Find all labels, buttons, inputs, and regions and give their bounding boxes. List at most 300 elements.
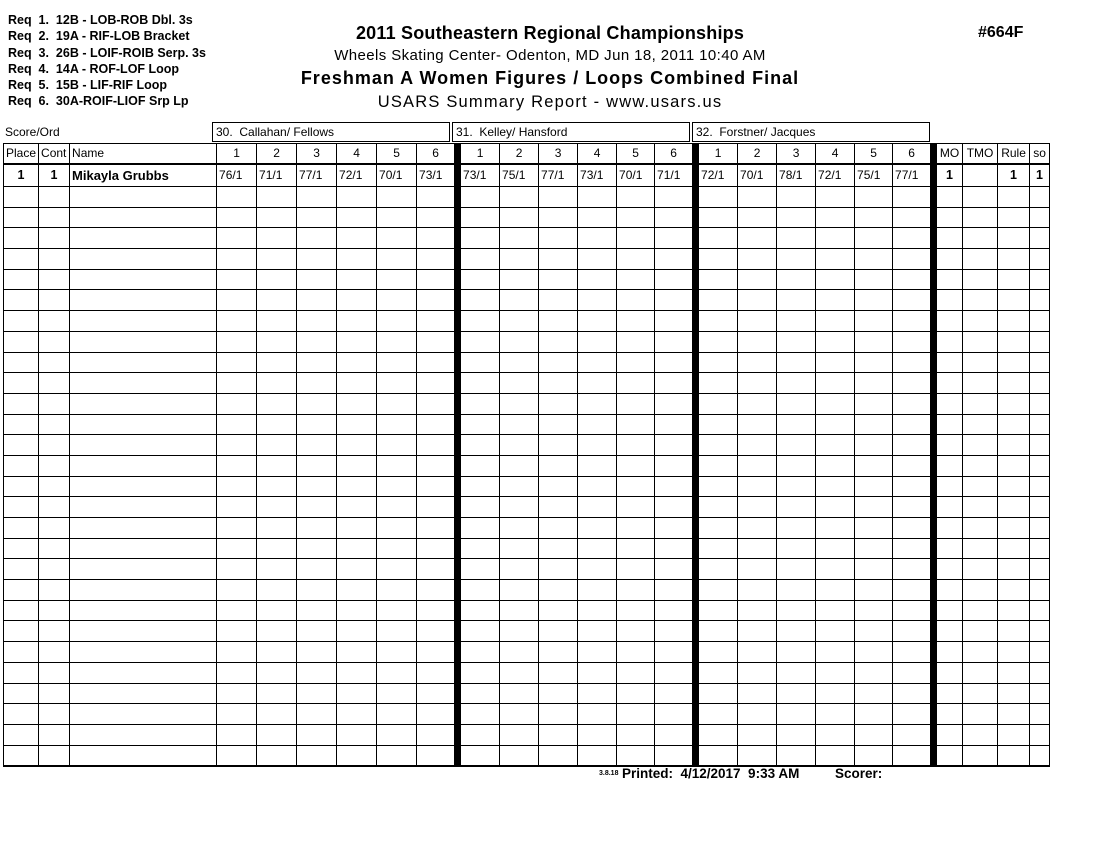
score-col-header: 1: [699, 144, 738, 164]
empty-cell: [937, 331, 963, 352]
score-cell: 78/1: [777, 164, 816, 187]
empty-cell: [816, 435, 855, 456]
empty-cell: [617, 538, 655, 559]
empty-cell: [539, 393, 578, 414]
empty-cell: [417, 476, 455, 497]
empty-cell: [461, 476, 500, 497]
empty-cell: [777, 393, 816, 414]
empty-row: [4, 704, 1050, 725]
empty-cell: [855, 228, 893, 249]
empty-cell: [377, 352, 417, 373]
empty-cell: [998, 518, 1030, 539]
empty-cell: [539, 249, 578, 270]
col-header-name: Name: [70, 144, 217, 164]
empty-cell: [963, 311, 998, 332]
col-header-cont: Cont: [39, 144, 70, 164]
empty-cell: [1030, 373, 1050, 394]
empty-cell: [1030, 352, 1050, 373]
empty-cell: [461, 228, 500, 249]
tmo-cell: [963, 164, 998, 187]
empty-cell: [217, 642, 257, 663]
empty-cell: [1030, 249, 1050, 270]
empty-cell: [998, 393, 1030, 414]
empty-cell: [4, 455, 39, 476]
empty-cell: [461, 207, 500, 228]
empty-cell: [539, 476, 578, 497]
empty-row: [4, 642, 1050, 663]
empty-cell: [377, 559, 417, 580]
empty-cell: [217, 518, 257, 539]
empty-cell: [377, 662, 417, 683]
empty-cell: [777, 538, 816, 559]
empty-cell: [816, 538, 855, 559]
empty-cell: [39, 580, 70, 601]
empty-cell: [70, 580, 217, 601]
empty-cell: [39, 269, 70, 290]
empty-cell: [777, 497, 816, 518]
empty-cell: [70, 228, 217, 249]
empty-cell: [617, 745, 655, 766]
empty-cell: [257, 662, 297, 683]
empty-cell: [417, 352, 455, 373]
empty-cell: [963, 331, 998, 352]
empty-cell: [937, 269, 963, 290]
empty-cell: [738, 228, 777, 249]
empty-cell: [297, 311, 337, 332]
empty-cell: [578, 414, 617, 435]
empty-cell: [777, 373, 816, 394]
empty-cell: [1030, 662, 1050, 683]
empty-cell: [377, 228, 417, 249]
empty-cell: [217, 311, 257, 332]
empty-cell: [699, 187, 738, 208]
empty-cell: [257, 538, 297, 559]
empty-cell: [257, 621, 297, 642]
empty-cell: [377, 704, 417, 725]
empty-cell: [937, 311, 963, 332]
empty-cell: [500, 311, 539, 332]
empty-cell: [539, 331, 578, 352]
empty-cell: [500, 207, 539, 228]
empty-cell: [70, 331, 217, 352]
empty-cell: [893, 373, 931, 394]
empty-cell: [297, 414, 337, 435]
empty-cell: [655, 249, 693, 270]
empty-cell: [297, 580, 337, 601]
empty-cell: [855, 455, 893, 476]
empty-cell: [578, 683, 617, 704]
empty-cell: [337, 373, 377, 394]
empty-cell: [417, 580, 455, 601]
empty-cell: [377, 683, 417, 704]
empty-cell: [655, 331, 693, 352]
empty-cell: [578, 745, 617, 766]
empty-cell: [738, 393, 777, 414]
empty-cell: [777, 455, 816, 476]
empty-cell: [655, 269, 693, 290]
empty-cell: [337, 600, 377, 621]
empty-cell: [816, 311, 855, 332]
empty-cell: [377, 311, 417, 332]
empty-cell: [217, 228, 257, 249]
empty-cell: [257, 393, 297, 414]
empty-cell: [70, 187, 217, 208]
empty-cell: [777, 518, 816, 539]
empty-cell: [578, 331, 617, 352]
empty-cell: [963, 600, 998, 621]
empty-cell: [777, 435, 816, 456]
empty-cell: [816, 352, 855, 373]
empty-cell: [1030, 518, 1050, 539]
empty-cell: [39, 559, 70, 580]
empty-row: [4, 683, 1050, 704]
empty-cell: [699, 373, 738, 394]
score-cell: 72/1: [699, 164, 738, 187]
empty-cell: [461, 518, 500, 539]
score-cell: 75/1: [855, 164, 893, 187]
empty-cell: [617, 724, 655, 745]
empty-cell: [39, 704, 70, 725]
empty-cell: [1030, 538, 1050, 559]
empty-cell: [998, 311, 1030, 332]
empty-cell: [500, 600, 539, 621]
empty-cell: [539, 290, 578, 311]
empty-cell: [578, 373, 617, 394]
empty-cell: [70, 662, 217, 683]
empty-cell: [257, 745, 297, 766]
empty-cell: [297, 518, 337, 539]
empty-row: [4, 393, 1050, 414]
empty-cell: [1030, 414, 1050, 435]
empty-cell: [500, 559, 539, 580]
empty-cell: [963, 249, 998, 270]
empty-cell: [337, 683, 377, 704]
empty-cell: [578, 476, 617, 497]
empty-cell: [855, 311, 893, 332]
empty-cell: [937, 290, 963, 311]
empty-cell: [617, 269, 655, 290]
empty-cell: [217, 393, 257, 414]
empty-cell: [617, 518, 655, 539]
empty-row: [4, 187, 1050, 208]
empty-cell: [297, 538, 337, 559]
empty-cell: [4, 352, 39, 373]
empty-cell: [4, 476, 39, 497]
empty-cell: [217, 497, 257, 518]
empty-cell: [500, 393, 539, 414]
empty-cell: [963, 290, 998, 311]
empty-cell: [777, 187, 816, 208]
empty-cell: [963, 559, 998, 580]
empty-row: [4, 414, 1050, 435]
score-col-header: 4: [337, 144, 377, 164]
empty-cell: [539, 269, 578, 290]
empty-cell: [417, 207, 455, 228]
requirement-item: Req 6. 30A-ROIF-LIOF Srp Lp: [8, 94, 189, 109]
empty-row: [4, 228, 1050, 249]
empty-cell: [699, 642, 738, 663]
empty-cell: [217, 207, 257, 228]
empty-cell: [617, 290, 655, 311]
empty-cell: [738, 476, 777, 497]
empty-cell: [70, 745, 217, 766]
empty-cell: [461, 393, 500, 414]
empty-cell: [937, 559, 963, 580]
empty-cell: [998, 642, 1030, 663]
empty-cell: [578, 187, 617, 208]
empty-cell: [377, 538, 417, 559]
empty-cell: [39, 290, 70, 311]
score-cell: 72/1: [337, 164, 377, 187]
empty-cell: [816, 228, 855, 249]
empty-cell: [337, 187, 377, 208]
empty-cell: [777, 704, 816, 725]
empty-cell: [70, 207, 217, 228]
empty-cell: [539, 538, 578, 559]
score-col-header: 5: [855, 144, 893, 164]
empty-cell: [297, 497, 337, 518]
empty-cell: [699, 476, 738, 497]
empty-cell: [461, 414, 500, 435]
empty-cell: [1030, 580, 1050, 601]
empty-cell: [217, 683, 257, 704]
empty-cell: [297, 352, 337, 373]
empty-cell: [699, 704, 738, 725]
empty-cell: [578, 662, 617, 683]
empty-cell: [998, 228, 1030, 249]
empty-cell: [963, 745, 998, 766]
empty-cell: [699, 414, 738, 435]
empty-cell: [417, 393, 455, 414]
empty-cell: [578, 704, 617, 725]
empty-cell: [39, 683, 70, 704]
empty-cell: [257, 642, 297, 663]
empty-cell: [70, 373, 217, 394]
empty-cell: [461, 249, 500, 270]
empty-cell: [738, 662, 777, 683]
empty-cell: [893, 249, 931, 270]
empty-cell: [377, 290, 417, 311]
empty-cell: [257, 269, 297, 290]
empty-cell: [461, 642, 500, 663]
empty-cell: [257, 228, 297, 249]
empty-cell: [893, 724, 931, 745]
empty-cell: [699, 311, 738, 332]
empty-cell: [998, 683, 1030, 704]
empty-cell: [377, 455, 417, 476]
empty-cell: [655, 600, 693, 621]
empty-cell: [539, 518, 578, 539]
empty-cell: [617, 393, 655, 414]
empty-cell: [500, 269, 539, 290]
empty-cell: [70, 269, 217, 290]
empty-cell: [4, 559, 39, 580]
empty-cell: [500, 435, 539, 456]
empty-cell: [855, 207, 893, 228]
empty-cell: [578, 518, 617, 539]
empty-cell: [539, 455, 578, 476]
empty-cell: [777, 642, 816, 663]
empty-cell: [963, 435, 998, 456]
empty-cell: [617, 559, 655, 580]
printed-label: Printed: 4/12/2017 9:33 AM: [622, 766, 800, 781]
empty-cell: [297, 393, 337, 414]
empty-cell: [337, 249, 377, 270]
empty-cell: [998, 187, 1030, 208]
empty-cell: [39, 745, 70, 766]
empty-cell: [893, 207, 931, 228]
empty-cell: [998, 373, 1030, 394]
empty-cell: [1030, 745, 1050, 766]
empty-row: [4, 621, 1050, 642]
empty-cell: [855, 249, 893, 270]
empty-cell: [297, 745, 337, 766]
empty-cell: [699, 724, 738, 745]
empty-cell: [4, 662, 39, 683]
empty-cell: [893, 435, 931, 456]
empty-cell: [699, 538, 738, 559]
empty-cell: [617, 228, 655, 249]
score-cell: 71/1: [257, 164, 297, 187]
empty-cell: [578, 642, 617, 663]
empty-cell: [217, 414, 257, 435]
empty-cell: [39, 642, 70, 663]
empty-cell: [257, 580, 297, 601]
empty-cell: [963, 662, 998, 683]
empty-row: [4, 745, 1050, 766]
empty-cell: [257, 476, 297, 497]
empty-cell: [297, 269, 337, 290]
empty-cell: [217, 290, 257, 311]
empty-cell: [297, 683, 337, 704]
empty-cell: [655, 497, 693, 518]
empty-cell: [699, 600, 738, 621]
championship-title: 2011 Southeastern Regional Championships: [355, 23, 745, 43]
empty-cell: [297, 621, 337, 642]
empty-cell: [4, 518, 39, 539]
empty-row: [4, 352, 1050, 373]
empty-cell: [417, 311, 455, 332]
empty-cell: [855, 476, 893, 497]
empty-cell: [937, 228, 963, 249]
empty-cell: [699, 249, 738, 270]
empty-cell: [4, 621, 39, 642]
empty-cell: [617, 455, 655, 476]
empty-cell: [578, 538, 617, 559]
empty-cell: [998, 352, 1030, 373]
empty-cell: [500, 249, 539, 270]
score-ord-label: Score/Ord: [5, 125, 60, 139]
table-header-row: [4, 144, 1050, 164]
empty-cell: [257, 704, 297, 725]
empty-cell: [297, 559, 337, 580]
empty-cell: [417, 373, 455, 394]
empty-cell: [937, 538, 963, 559]
empty-cell: [257, 331, 297, 352]
empty-cell: [855, 745, 893, 766]
empty-cell: [417, 331, 455, 352]
empty-cell: [816, 207, 855, 228]
venue-date-line: Wheels Skating Center- Odenton, MD Jun 18, 2011 10:40 AM: [334, 47, 766, 64]
empty-cell: [893, 538, 931, 559]
empty-cell: [297, 290, 337, 311]
col-header-so: so: [1030, 144, 1050, 164]
empty-cell: [998, 600, 1030, 621]
empty-cell: [578, 435, 617, 456]
empty-cell: [699, 269, 738, 290]
empty-cell: [337, 352, 377, 373]
empty-cell: [777, 311, 816, 332]
empty-cell: [738, 518, 777, 539]
skater-name-cell: Mikayla Grubbs: [70, 164, 217, 187]
empty-cell: [1030, 290, 1050, 311]
empty-cell: [297, 228, 337, 249]
empty-cell: [4, 393, 39, 414]
empty-cell: [937, 435, 963, 456]
empty-cell: [816, 373, 855, 394]
score-col-header: 1: [217, 144, 257, 164]
empty-cell: [377, 393, 417, 414]
empty-cell: [297, 600, 337, 621]
empty-cell: [377, 580, 417, 601]
empty-cell: [963, 228, 998, 249]
empty-cell: [855, 518, 893, 539]
empty-cell: [4, 683, 39, 704]
empty-cell: [893, 518, 931, 539]
empty-cell: [655, 704, 693, 725]
empty-cell: [39, 352, 70, 373]
empty-row: [4, 249, 1050, 270]
empty-cell: [893, 559, 931, 580]
empty-row: [4, 269, 1050, 290]
empty-cell: [937, 414, 963, 435]
empty-cell: [738, 538, 777, 559]
empty-cell: [655, 745, 693, 766]
score-col-header: 2: [500, 144, 539, 164]
empty-cell: [699, 497, 738, 518]
empty-cell: [738, 724, 777, 745]
empty-cell: [4, 538, 39, 559]
empty-cell: [777, 621, 816, 642]
cont-cell: 1: [39, 164, 70, 187]
empty-cell: [257, 724, 297, 745]
empty-cell: [777, 476, 816, 497]
empty-cell: [257, 683, 297, 704]
empty-cell: [377, 621, 417, 642]
empty-cell: [655, 311, 693, 332]
empty-cell: [655, 414, 693, 435]
empty-cell: [1030, 269, 1050, 290]
empty-cell: [417, 724, 455, 745]
empty-cell: [217, 600, 257, 621]
empty-cell: [417, 538, 455, 559]
empty-cell: [816, 269, 855, 290]
empty-cell: [937, 704, 963, 725]
empty-cell: [337, 207, 377, 228]
empty-cell: [893, 290, 931, 311]
score-cell: 70/1: [738, 164, 777, 187]
empty-cell: [617, 435, 655, 456]
empty-cell: [893, 704, 931, 725]
empty-cell: [217, 704, 257, 725]
empty-cell: [39, 207, 70, 228]
empty-cell: [297, 704, 337, 725]
empty-cell: [257, 249, 297, 270]
empty-cell: [777, 414, 816, 435]
empty-cell: [39, 435, 70, 456]
empty-cell: [816, 187, 855, 208]
empty-cell: [39, 518, 70, 539]
